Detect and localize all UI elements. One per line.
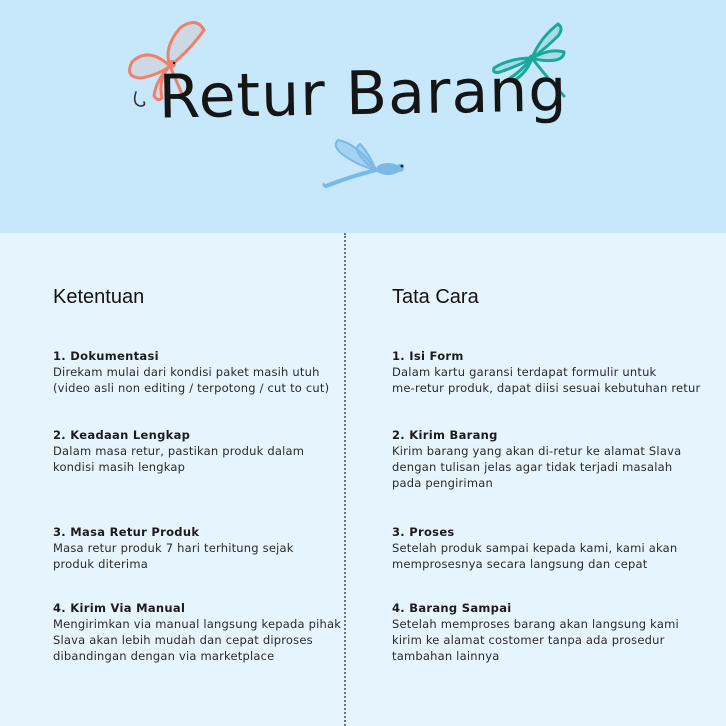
item-title: 3. Proses [392,525,455,539]
list-item [392,600,712,664]
item-body: Direkam mulai dari kondisi paket masih utuh (video asli non editing / terpotong / cut to cut) [53,365,330,395]
item-title: 4. Kirim Via Manual [53,601,186,615]
item-body: Kirim barang yang akan di-retur ke alamat Slava dengan tulisan jelas agar tidak terjadi masalah pada pengiriman [392,444,682,490]
list-item [53,427,373,475]
item-title: 4. Barang Sampai [392,601,512,615]
dragonfly-blue-icon [318,136,414,196]
list-item [53,600,373,664]
list-item [392,348,712,396]
tata-cara-heading: Tata Cara [392,286,479,308]
list-item [53,348,373,396]
list-item [53,524,373,572]
list-item [392,524,712,572]
page-title: Retur Barang [158,55,568,133]
item-body: Masa retur produk 7 hari terhitung sejak produk diterima [53,541,294,571]
item-title: 3. Masa Retur Produk [53,525,200,539]
item-body: Setelah produk sampai kepada kami, kami akan memprosesnya secara langsung dan cepat [392,541,678,571]
item-title: 2. Kirim Barang [392,428,498,442]
header-banner [0,0,726,233]
item-title: 2. Keadaan Lengkap [53,428,191,442]
item-title: 1. Isi Form [392,349,464,363]
item-body: Dalam masa retur, pastikan produk dalam kondisi masih lengkap [53,444,305,474]
tata-cara-column [392,284,712,663]
item-body: Setelah memproses barang akan langsung kami kirim ke alamat costomer tanpa ada prosedur tambahan lainnya [392,617,679,663]
item-body: Dalam kartu garansi terdapat formulir untuk me-retur produk, dapat diisi sesuai kebutuhan retur [392,365,701,395]
list-item [392,427,712,491]
item-title: 1. Dokumentasi [53,349,159,363]
ketentuan-heading: Ketentuan [53,286,145,308]
item-body: Mengirimkan via manual langsung kepada pihak Slava akan lebih mudah dan cepat diproses dibandingan dengan via marketplace [53,617,342,663]
ketentuan-column [53,284,373,663]
